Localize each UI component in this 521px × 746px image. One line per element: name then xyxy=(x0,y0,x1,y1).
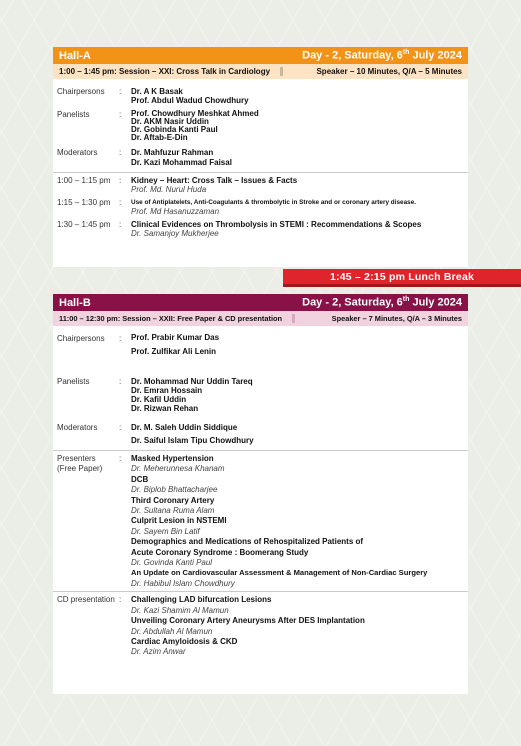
panelists-label: Panelists xyxy=(57,377,90,386)
presenters-label: Presenters xyxy=(57,454,96,463)
talk-time: 1:00 – 1:15 pm xyxy=(57,176,111,185)
lunch-break-banner: 1:45 – 2:15 pm Lunch Break xyxy=(283,269,521,285)
hall-b-cd-row: CD presentation : Challenging LAD bifurcation Lesions Dr. Kazi Shamim Al Mamun Unveiling Coronary Artery Aneurysms After DES Implantation Dr. Abdullah Al Mamun Cardiac Amyloidosis & CKD Dr. Azim Anwar xyxy=(53,595,468,657)
talk-time: 1:30 – 1:45 pm xyxy=(57,220,111,229)
presenter-name: Dr. Biplob Bhattacharjee xyxy=(131,485,218,495)
chairperson: Prof. Prabir Kumar Das xyxy=(131,333,220,342)
presentation-title: Demographics and Medications of Rehospitalized Patients of xyxy=(131,537,364,547)
talk-speaker: Prof. Md Hasanuzzaman xyxy=(131,207,220,216)
hall-a-name: Hall-A xyxy=(59,49,91,62)
presenter-name: Dr. Habibul Islam Chowdhury xyxy=(131,578,235,588)
panelist: Prof. Chowdhury Meshkat Ahmed xyxy=(131,109,259,118)
cd-presenter: Dr. Kazi Shamim Al Mamun xyxy=(131,605,229,615)
free-paper-label: (Free Paper) xyxy=(57,464,103,474)
cd-presentation-label: CD presentation xyxy=(57,595,115,605)
talk-row: 1:15 – 1:30 pm : Use of Antiplatelets, Anti-Coagulants & thrombolytic in Stroke and or coronary artery disease. Prof. Md Hasanuzzaman xyxy=(53,198,468,216)
hall-b-session-bar xyxy=(53,311,468,326)
cd-presenter: Dr. Azim Anwar xyxy=(131,647,186,657)
talk-time: 1:15 – 1:30 pm xyxy=(57,198,111,207)
hall-b-header xyxy=(53,294,468,311)
moderator: Dr. Saiful Islam Tipu Chowdhury xyxy=(131,436,254,445)
presentation-title-line2: Acute Coronary Syndrome : Boomerang Study xyxy=(131,547,309,557)
moderators-label: Moderators xyxy=(57,148,98,157)
talk-row: 1:00 – 1:15 pm : Kidney – Heart: Cross Talk – Issues & Facts Prof. Md. Nurul Huda xyxy=(53,176,468,194)
presentation-title: Masked Hypertension xyxy=(131,454,214,463)
hall-b-moderators-row: Moderators : Dr. M. Saleh Uddin Siddique Dr. Saiful Islam Tipu Chowdhury xyxy=(53,423,468,447)
moderator: Dr. Kazi Mohammad Faisal xyxy=(131,158,232,167)
panelist: Dr. Kafil Uddin xyxy=(131,395,187,404)
talk-title: Kidney – Heart: Cross Talk – Issues & Facts xyxy=(131,176,298,185)
hall-a-panelists-row: Panelists : Prof. Chowdhury Meshkat Ahmed Dr. AKM Nasir Uddin Dr. Gobinda Kanti Paul Dr. Aftab-E-Din xyxy=(53,110,468,142)
hall-b-chairpersons-row: Chairpersons : Prof. Prabir Kumar Das Prof. Zulfikar Ali Lenin xyxy=(53,334,468,359)
panelist: Dr. AKM Nasir Uddin xyxy=(131,117,209,126)
presenter-name: Dr. Sultana Ruma Alam xyxy=(131,506,215,516)
panelist: Dr. Emran Hossain xyxy=(131,386,203,395)
talk-speaker: Dr. Samanjoy Mukherjee xyxy=(131,229,219,238)
cd-title: Cardiac Amyloidosis & CKD xyxy=(131,636,238,646)
hall-b-panelists-row: Panelists : Dr. Mohammad Nur Uddin Tareq Dr. Emran Hossain Dr. Kafil Uddin Dr. Rizwan Rehan xyxy=(53,377,468,413)
hall-b-section xyxy=(53,294,468,694)
hall-b-speaker-info: Speaker – 7 Minutes, Q/A – 3 Minutes xyxy=(331,314,462,323)
cd-presenter: Dr. Abdullah Al Mamun xyxy=(131,626,213,636)
chairperson: Dr. A K Basak xyxy=(131,87,183,96)
panelist: Dr. Rizwan Rehan xyxy=(131,404,199,413)
hall-a-chairpersons-row: Chairpersons : Dr. A K Basak Prof. Abdul Wadud Chowdhury xyxy=(53,87,468,105)
cd-title: Unveiling Coronary Artery Aneurysms After DES Implantation xyxy=(131,616,365,626)
panelist: Dr. Aftab-E-Din xyxy=(131,133,188,142)
divider xyxy=(53,450,468,451)
hall-a-session-bar xyxy=(53,64,468,79)
talk-speaker: Prof. Md. Nurul Huda xyxy=(131,185,207,194)
hall-a-speaker-info: Speaker – 10 Minutes, Q/A – 5 Minutes xyxy=(316,67,462,76)
hall-b-date: Day - 2, Saturday, 6th July 2024 xyxy=(302,296,462,309)
panelist: Dr. Mohammad Nur Uddin Tareq xyxy=(131,377,253,386)
presentation-title: DCB xyxy=(131,474,149,484)
talk-row: 1:30 – 1:45 pm : Clinical Evidences on Thrombolysis in STEMI : Recommendations & Scopes Dr. Samanjoy Mukherjee xyxy=(53,220,468,238)
hall-b-presenters-row: Presenters (Free Paper) : Masked Hypertension Dr. Meherunnesa Khanam DCB Dr. Biplob Bhattacharjee Third Coronary Artery Dr. Sultana Ruma Alam Culprit Lesion in NSTEMI Dr. Sayem Bin Latif Demographics and Medications of Rehospitalized Patients of Acute Coronary Syndrome : Boomerang Study Dr. Govinda Kanti Paul An Update on Cardiovascular Assessment & Management of Non-Cardiac Surgery Dr. Habibul Islam Chowdhury xyxy=(53,454,468,589)
hall-a-session-title: 1:00 – 1:45 pm: Session – XXI: Cross Talk in Cardiology xyxy=(59,67,271,76)
separator xyxy=(280,67,283,76)
talk-title: Clinical Evidences on Thrombolysis in STEMI : Recommendations & Scopes xyxy=(131,220,422,229)
separator xyxy=(292,314,295,323)
presenter-name: Dr. Sayem Bin Latif xyxy=(131,526,200,536)
panelist: Dr. Gobinda Kanti Paul xyxy=(131,125,218,134)
divider xyxy=(53,591,468,592)
hall-a-header xyxy=(53,47,468,64)
panelists-label: Panelists xyxy=(57,110,90,119)
divider xyxy=(53,172,468,173)
hall-a-section xyxy=(53,47,468,267)
chairperson: Prof. Abdul Wadud Chowdhury xyxy=(131,96,249,105)
presentation-title: Culprit Lesion in NSTEMI xyxy=(131,516,227,526)
hall-a-moderators-row: Moderators : Dr. Mahfuzur Rahman Dr. Kazi Mohammad Faisal xyxy=(53,148,468,168)
presentation-title: An Update on Cardiovascular Assessment & Management of Non-Cardiac Surgery xyxy=(131,568,428,578)
talk-title: Use of Antiplatelets, Anti-Coagulants & thrombolytic in Stroke and or coronary artery disease. xyxy=(131,199,417,206)
chairperson: Prof. Zulfikar Ali Lenin xyxy=(131,347,217,356)
presenter-name: Dr. Govinda Kanti Paul xyxy=(131,558,213,568)
presenter-name: Dr. Meherunnesa Khanam xyxy=(131,464,225,474)
chairpersons-label: Chairpersons xyxy=(57,334,105,343)
presentation-title: Third Coronary Artery xyxy=(131,495,215,505)
chairpersons-label: Chairpersons xyxy=(57,87,105,96)
cd-title: Challenging LAD bifurcation Lesions xyxy=(131,595,272,605)
hall-a-date: Day - 2, Saturday, 6th July 2024 xyxy=(302,49,462,62)
moderator: Dr. M. Saleh Uddin Siddique xyxy=(131,423,238,432)
moderator: Dr. Mahfuzur Rahman xyxy=(131,148,214,157)
hall-b-session-title: 11:00 – 12:30 pm: Session – XXII: Free Paper & CD presentation xyxy=(59,314,283,323)
moderators-label: Moderators xyxy=(57,423,98,432)
hall-b-name: Hall-B xyxy=(59,296,91,309)
lunch-banner-shadow xyxy=(283,284,521,287)
